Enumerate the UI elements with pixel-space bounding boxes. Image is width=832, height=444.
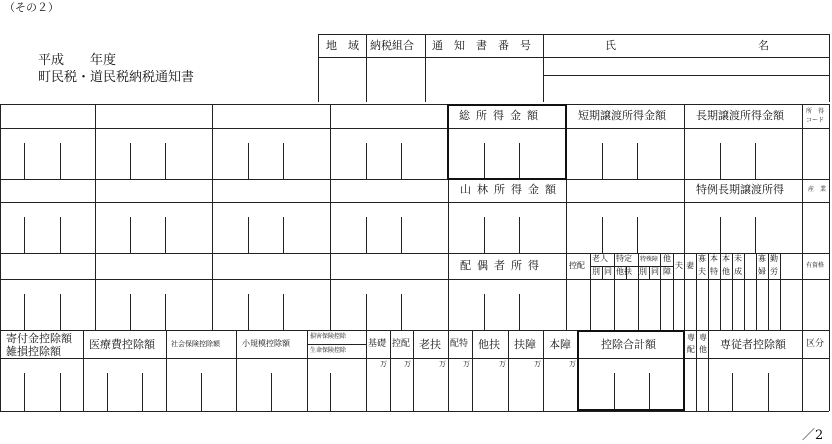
unit-man-self-disabled: 万: [569, 360, 576, 368]
self-special-bottom: 特: [710, 267, 718, 276]
casualty-deduction-label: 雑損控除額: [6, 345, 61, 358]
spec-spouse-bottom: 配: [687, 345, 695, 354]
part-label: （その２）: [4, 1, 59, 14]
short-term-transfer-label: 短期譲渡所得金額: [578, 109, 666, 122]
elderly-label: 老人: [592, 254, 608, 263]
spouse-deduction-label: 控配: [392, 339, 411, 349]
self-other-bottom: 他: [722, 267, 730, 276]
income-code-top: 所 得: [806, 108, 825, 115]
same1-label: 同: [604, 267, 612, 276]
widow-top: 寡: [758, 254, 766, 263]
industry-label: 産 業: [808, 186, 827, 193]
page-number: ／2: [802, 428, 824, 443]
unit-man-basic: 万: [380, 360, 387, 368]
specific-label: 特定: [616, 254, 632, 263]
era-line: 平成 年度: [38, 53, 117, 68]
category-label: 区分: [806, 339, 825, 349]
spec-spouse-top: 専: [687, 333, 695, 342]
donation-deduction-label: 寄付金控除額: [6, 332, 72, 345]
life-insurance-label: 生命保険控除: [310, 347, 347, 354]
long-term-transfer-label: 長期譲渡所得金額: [696, 109, 784, 122]
self-other-top: 本: [722, 254, 730, 263]
deduction-spouse-label: 控配: [569, 261, 585, 270]
unit-man-elderly: 万: [439, 360, 446, 368]
minor-top: 未: [734, 254, 742, 263]
association-label: 納税組合: [370, 39, 414, 52]
separate2-label: 別: [639, 267, 647, 276]
unit-man-spouse-special: 万: [463, 360, 470, 368]
dep-disabled-label: 扶障: [514, 338, 536, 351]
qualification-label: 有資格: [806, 262, 825, 269]
notice-number-label: 通 知 書 番 号: [432, 39, 531, 52]
region-label: 地 域: [326, 39, 359, 52]
unit-man-other-dep: 万: [499, 360, 506, 368]
husband-label: 夫: [675, 261, 683, 270]
wife-label: 妻: [686, 261, 694, 270]
forest-income-label: 山林所得金額: [460, 183, 562, 196]
other-dep-deduction-label: 他扶: [478, 338, 500, 351]
social-insurance-label: 社会保険控除額: [171, 340, 220, 348]
damage-insurance-label: 損害保険控除: [310, 333, 347, 340]
spouse-income-label: 配偶者所得: [460, 259, 545, 272]
working-bottom: 労: [770, 267, 778, 276]
self-special-top: 本: [710, 254, 718, 263]
medical-deduction-label: 医療費控除額: [89, 338, 155, 351]
widower-bottom: 夫: [698, 267, 706, 276]
spec-other-bottom: 他: [699, 345, 707, 354]
same2-label: 同: [651, 267, 659, 276]
income-code-bottom: コード: [806, 117, 825, 124]
spec-other-top: 専: [699, 333, 707, 342]
document-title: 町民税・道民税納税通知書: [38, 70, 195, 85]
family-worker-label: 専従者控除額: [720, 338, 786, 351]
name-shi-label: 氏: [605, 39, 616, 52]
spouse-special-label: 配特: [450, 339, 469, 349]
small-enterprise-label: 小規模控除額: [242, 339, 290, 348]
disabled-label: 障: [663, 267, 671, 276]
total-income-label: 総所得金額: [459, 109, 544, 122]
widow-bottom: 婦: [758, 267, 766, 276]
separate1-label: 別: [592, 267, 600, 276]
working-top: 勤: [770, 254, 778, 263]
other-top-label: 他: [663, 254, 671, 263]
basic-deduction-label: 基礎: [368, 339, 387, 349]
elderly-dep-label: 老扶: [419, 338, 441, 351]
other-dep-label: 他扶: [616, 267, 632, 276]
unit-man-dep-disabled: 万: [534, 360, 541, 368]
minor-bottom: 成: [734, 267, 742, 276]
special-disabled-label: 特殊障: [640, 256, 659, 263]
special-long-term-label: 特例長期譲渡所得: [696, 183, 784, 196]
unit-man-spouse: 万: [404, 360, 411, 368]
self-disabled-label: 本障: [549, 338, 571, 351]
total-deduction-label: 控除合計額: [601, 338, 656, 351]
widower-top: 寡: [698, 254, 706, 263]
name-mei-label: 名: [758, 39, 769, 52]
